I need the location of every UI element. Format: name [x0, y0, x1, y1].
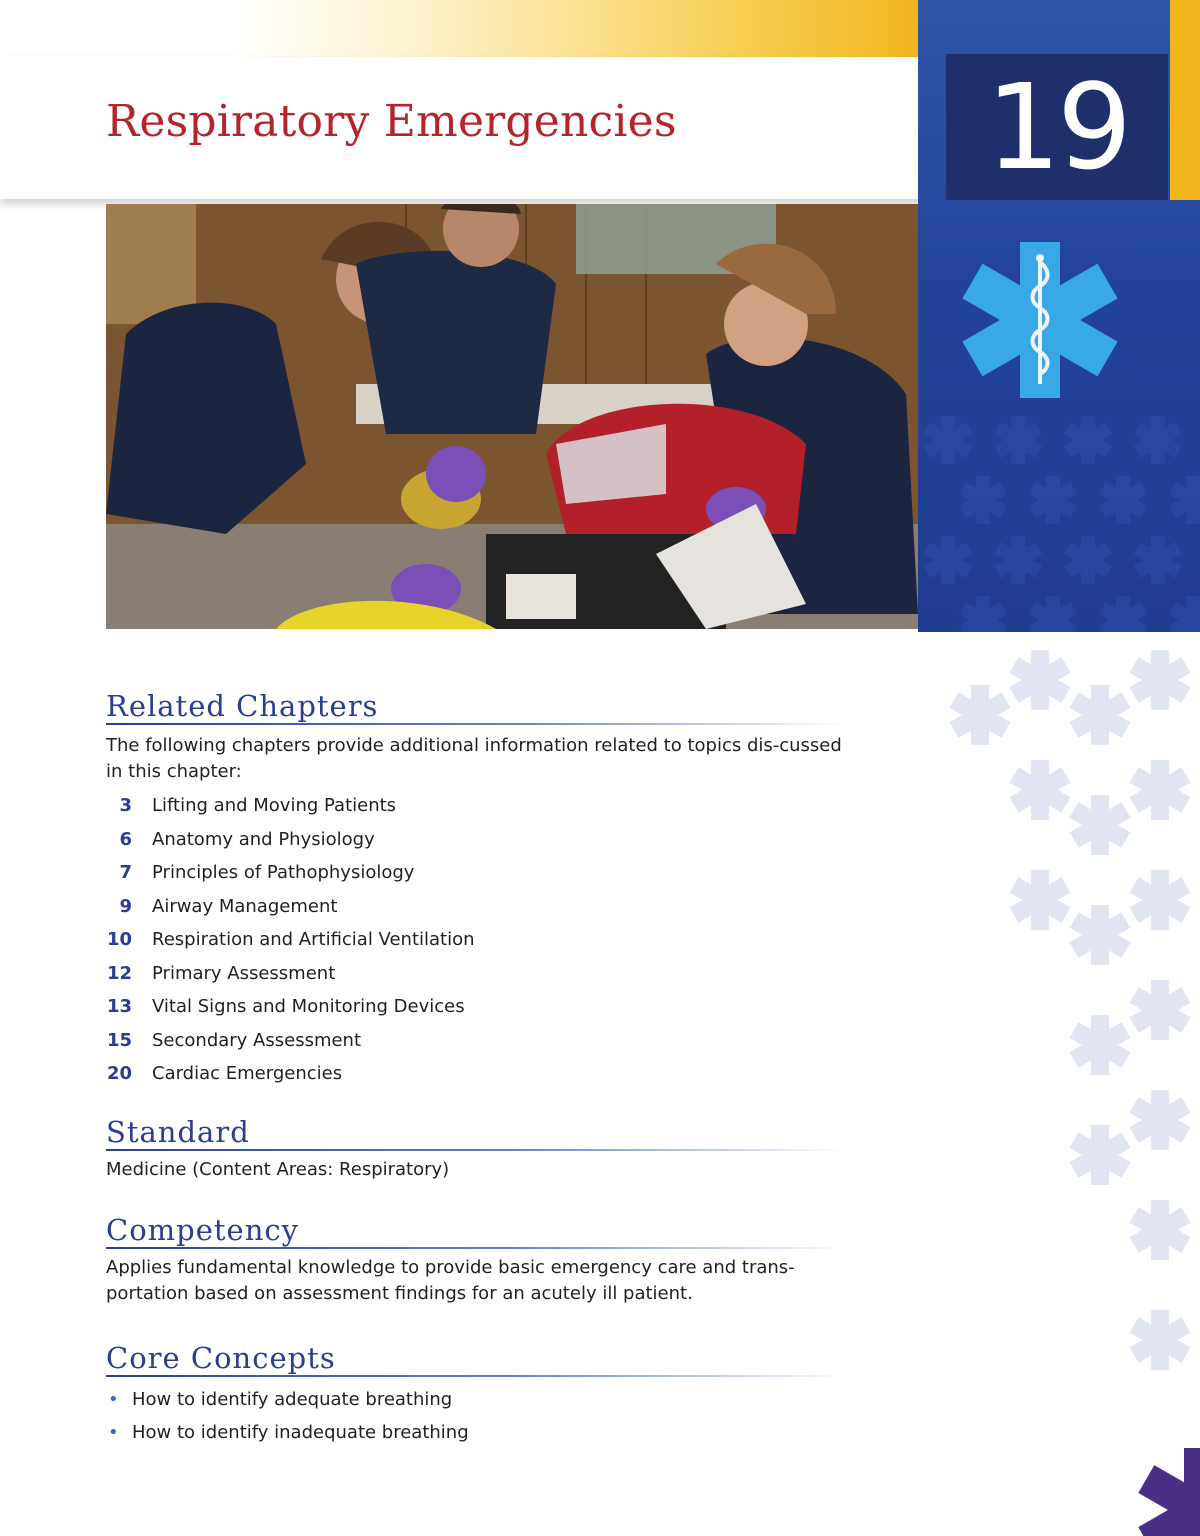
- related-chapters-intro: The following chapters provide additional information related to topics dis-cussed in this chapter:: [106, 735, 842, 782]
- list-item: 12 Primary Assessment: [106, 962, 336, 984]
- competency-text: Applies fundamental knowledge to provide basic emergency care and trans-portation based on assessment findings for an acutely ill patient.: [106, 1257, 795, 1304]
- related-chapters-list: [106, 789, 846, 1091]
- list-item: 6 Anatomy and Physiology: [119, 828, 375, 850]
- standard-heading: Standard: [106, 1114, 846, 1151]
- list-item: • How to identify adequate breathing: [106, 1383, 846, 1416]
- bullet-icon: •: [108, 1422, 119, 1443]
- yellow-accent-bar: [1170, 0, 1200, 200]
- core-concepts-section: [106, 1340, 846, 1449]
- ems-team-photo: [106, 204, 918, 629]
- chapter-number: 19: [946, 54, 1168, 200]
- list-item: 20 Cardiac Emergencies: [106, 1063, 343, 1084]
- list-item: 3 Lifting and Moving Patients: [119, 795, 397, 816]
- top-yellow-fade: [0, 0, 920, 60]
- standard-text: Medicine (Content Areas: Respiratory): [106, 1159, 450, 1180]
- core-concepts-heading: Core Concepts: [106, 1340, 846, 1377]
- star-pattern: [918, 410, 1200, 632]
- bullet-icon: •: [108, 1389, 119, 1410]
- core-concepts-list: [106, 1383, 846, 1449]
- chapter-title: Respiratory Emergencies: [106, 96, 677, 147]
- star-of-life-icon: [956, 236, 1124, 404]
- list-item: 13 Vital Signs and Monitoring Devices: [106, 996, 465, 1017]
- list-item: • How to identify inadequate breathing: [106, 1416, 846, 1449]
- competency-heading: Competency: [106, 1212, 846, 1249]
- standard-section: [106, 1114, 846, 1183]
- faint-star-pattern: [930, 640, 1200, 1480]
- related-chapters-heading: Related Chapters: [106, 688, 846, 725]
- list-item: 15 Secondary Assessment: [106, 1029, 362, 1051]
- list-item: 9 Airway Management: [119, 895, 338, 917]
- related-chapters-section: [106, 688, 846, 1091]
- corner-star-icon: [1130, 1440, 1200, 1536]
- list-item: 7 Principles of Pathophysiology: [119, 862, 415, 883]
- competency-section: [106, 1212, 846, 1307]
- list-item: 10 Respiration and Artificial Ventilation: [106, 929, 475, 950]
